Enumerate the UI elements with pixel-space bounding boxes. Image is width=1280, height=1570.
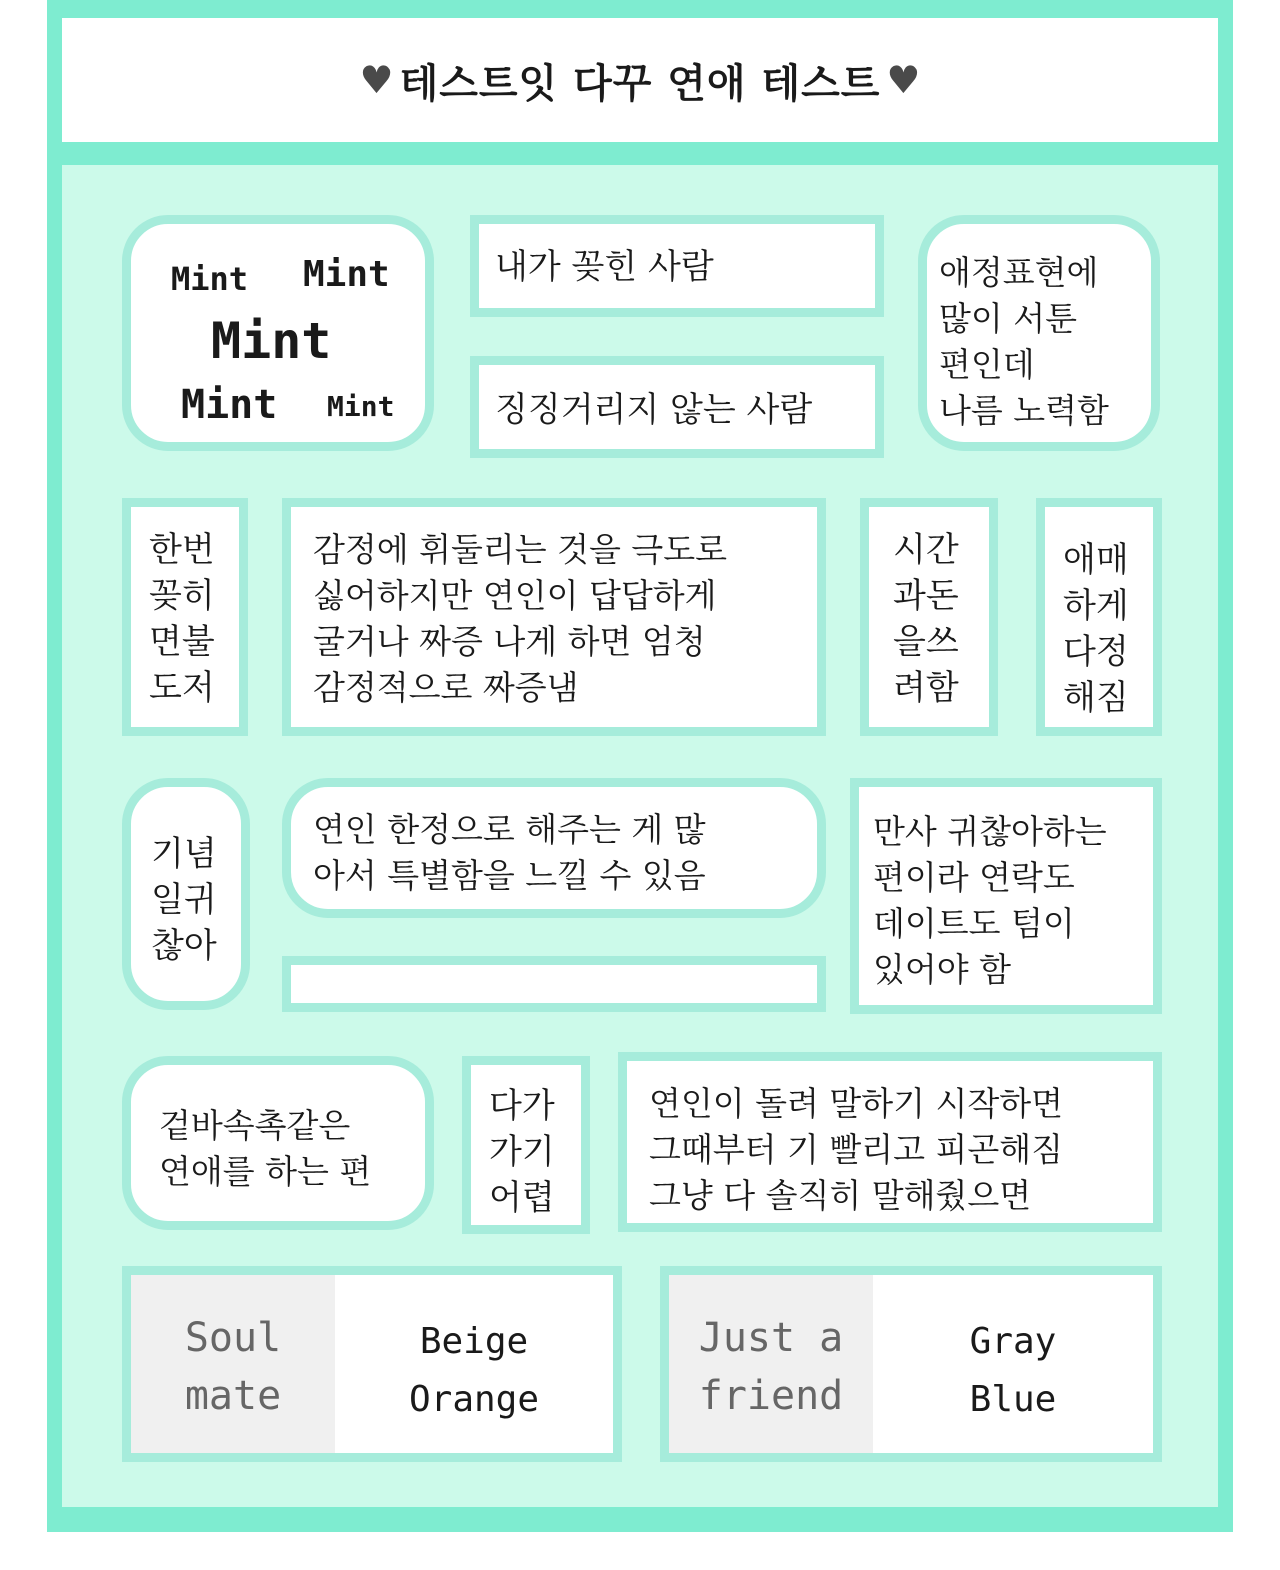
- trait-card-once-hooked: [122, 498, 248, 736]
- trait-text-once-hooked: 한번 꽂히 면불 도저: [149, 530, 215, 708]
- soulmate-color: Beige Orange: [408, 1321, 540, 1420]
- heart-icon-left: ♥: [359, 58, 394, 102]
- trait-text-crush: 내가 꽂힌 사람: [495, 247, 714, 287]
- soulmate-box: [122, 1266, 622, 1462]
- trait-text-affection: 애정표현에 많이 서툰 편인데 나름 노력함: [939, 253, 1109, 430]
- trait-card-time-money: [860, 498, 998, 736]
- trait-text-crispy: 겉바속촉같은 연애를 하는 편: [159, 1106, 372, 1191]
- trait-card-crush: [470, 215, 884, 317]
- trait-card-anniversary: [122, 778, 250, 1010]
- heart-icon-right: ♥: [886, 58, 921, 102]
- trait-text-approach: 다가 가기 어렵: [489, 1086, 555, 1218]
- trait-text-emotion: 감정에 휘둘리는 것을 극도로 싫어하지만 연인이 답답하게 굴거나 짜증 나게 하면 엄청 감정적으로 짜증냄: [313, 530, 728, 707]
- page-title: 테스트잇 다꾸 연애 테스트: [399, 60, 881, 107]
- mint-word-1: Mint: [171, 260, 249, 298]
- trait-card-affection: [918, 215, 1160, 451]
- soulmate-label: Soul mate: [184, 1315, 282, 1419]
- friend-label: Just a friend: [698, 1315, 844, 1419]
- title-box: [62, 18, 1218, 142]
- mint-word-4: Mint: [327, 390, 395, 423]
- trait-text-honest: 연인이 돌려 말하기 시작하면 그때부터 기 빨리고 피곤해짐 그냥 다 솔직히 말해줬으면: [649, 1084, 1064, 1215]
- trait-card-honest: [618, 1052, 1162, 1232]
- trait-text-special: 연인 한정으로 해주는 게 많 아서 특별함을 느낄 수 있음: [313, 810, 706, 895]
- trait-card-special: [282, 778, 826, 918]
- trait-text-anniversary: 기념 일귀 찮아: [151, 834, 217, 966]
- trait-card-not-whiny: [470, 356, 884, 458]
- trait-text-lazy: 만사 귀찮아하는 편이라 연락도 데이트도 텀이 있어야 함: [873, 812, 1107, 989]
- trait-card-emotion: [282, 498, 826, 736]
- mint-word-3: Mint: [181, 382, 278, 428]
- friend-color: Gray Blue: [969, 1321, 1057, 1420]
- mint-card: [122, 215, 434, 451]
- trait-card-crispy: [122, 1056, 434, 1230]
- trait-card-kind: [1036, 498, 1162, 736]
- trait-text-kind: 애매 하게 다정 해짐: [1063, 540, 1129, 718]
- friend-box: [660, 1266, 1162, 1462]
- empty-bar: [282, 956, 826, 1012]
- trait-text-not-whiny: 징징거리지 않는 사람: [495, 390, 813, 430]
- trait-card-approach: [462, 1056, 590, 1234]
- mint-word-main: Mint: [211, 312, 332, 370]
- mint-word-2: Mint: [303, 254, 390, 295]
- trait-card-lazy: [850, 778, 1162, 1014]
- trait-text-time-money: 시간 과돈 을쓰 려함: [893, 530, 959, 708]
